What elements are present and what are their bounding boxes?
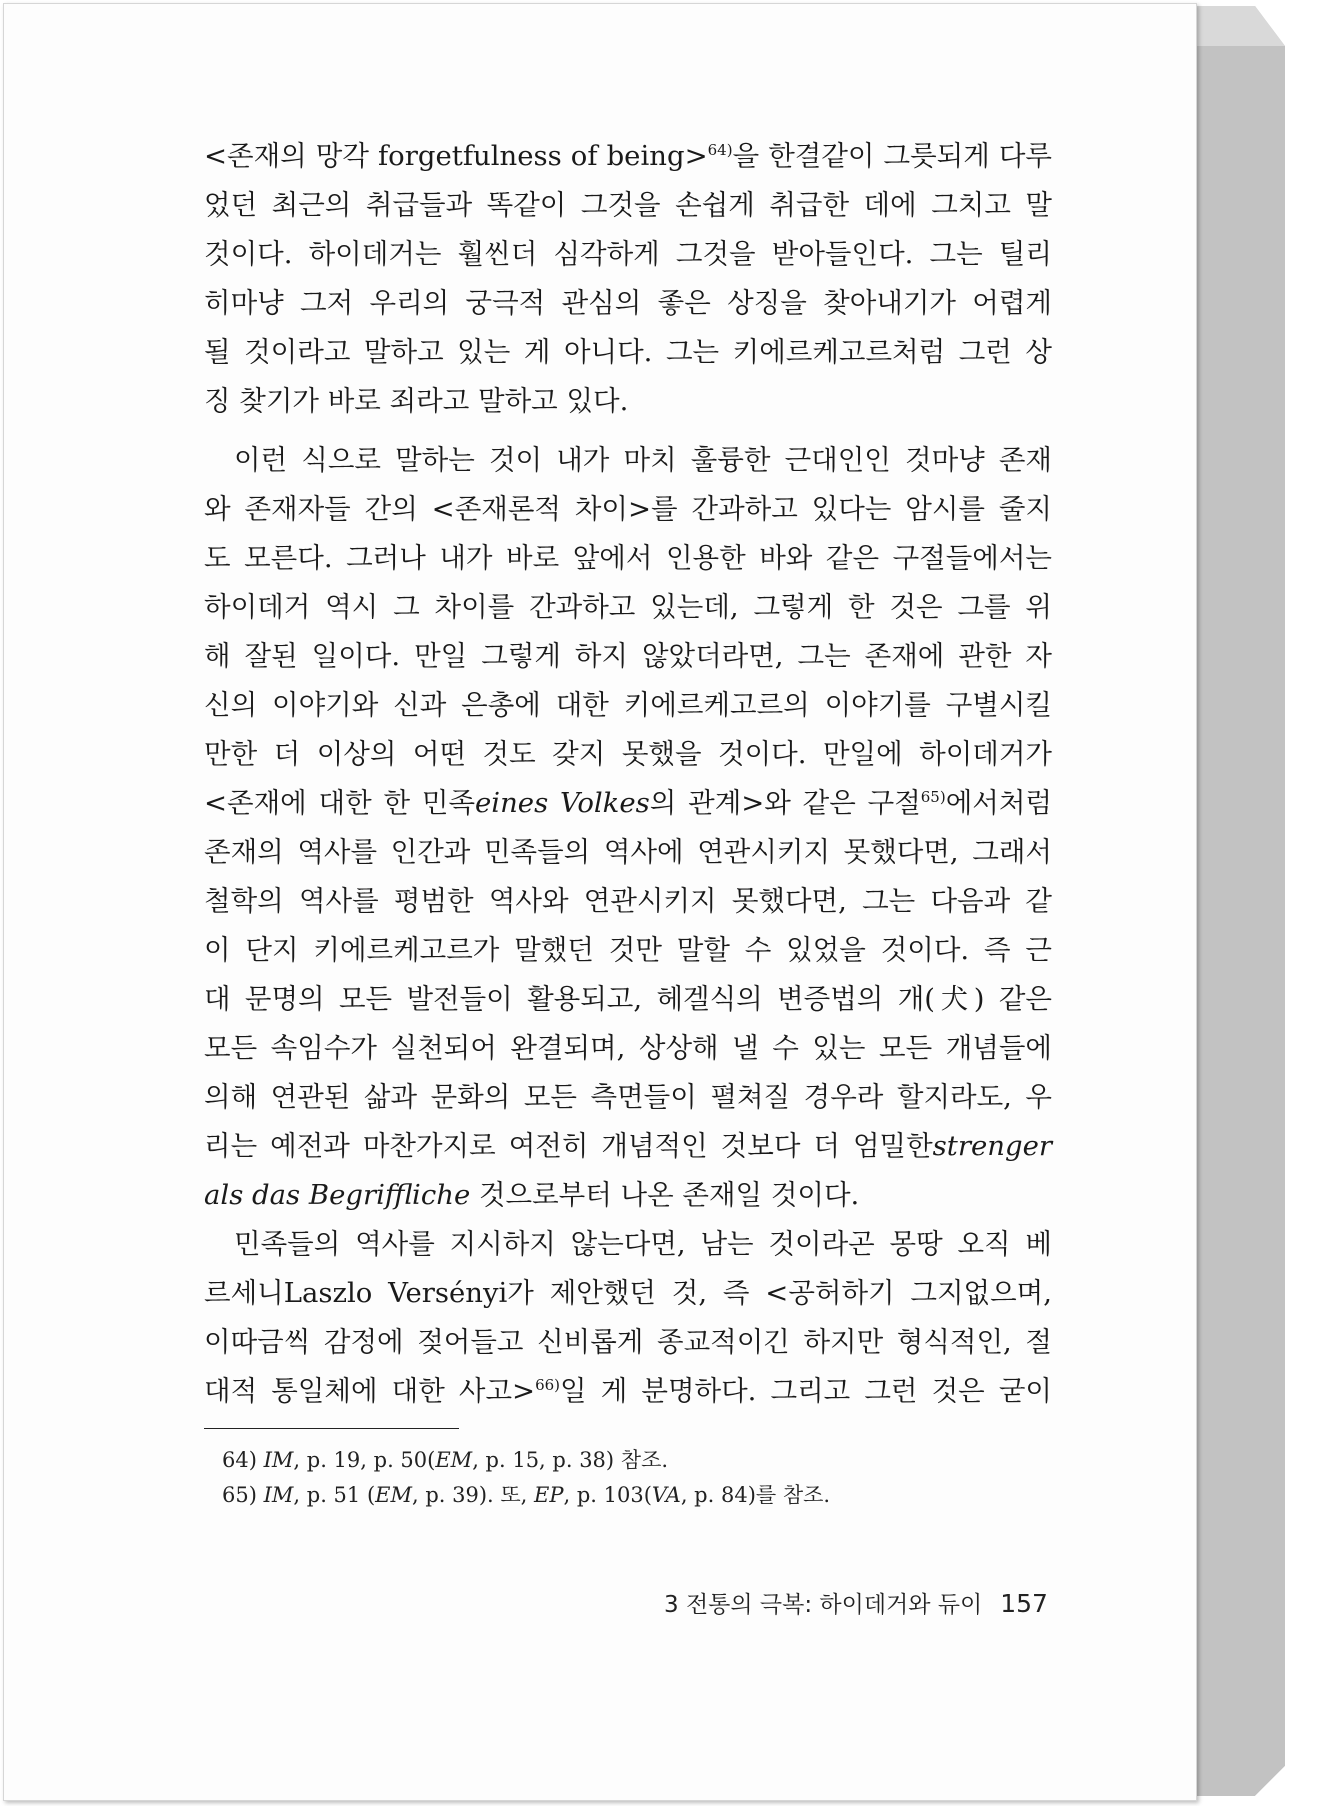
text-line: 징 찾기가 바로 죄라고 말하고 있다. <box>204 385 629 417</box>
text-line: 신의 이야기와 신과 은총에 대한 키에르케고르의 이야기를 구별시킬 <box>204 689 1052 721</box>
text-segment: 일 게 분명하다. 그리고 그런 것은 굳이 <box>560 1375 1052 1407</box>
text-segment: forgetfulness of being> <box>368 140 708 172</box>
text-line <box>204 132 1052 181</box>
footnote-ref: 64) <box>707 140 733 159</box>
text-line <box>204 1171 1052 1220</box>
text-line: 모든 속임수가 실천되어 완결되며, 상상해 낼 수 있는 모든 개념들에 <box>204 1032 1052 1064</box>
italic-term: als das Begriffliche <box>204 1179 471 1211</box>
text-line: 와 존재자들 간의 <존재론적 차이>를 간과하고 있다는 암시를 줄지 <box>204 493 1052 525</box>
text-segment: <존재의 망각 <box>204 140 369 172</box>
text-line: 민족들의 역사를 지시하지 않는다면, 남는 것이라곤 몽땅 오직 베 <box>234 1228 1052 1260</box>
italic-term: strenger <box>932 1130 1052 1162</box>
running-head: 3 전통의 극복: 하이데거와 듀이 <box>664 1592 983 1618</box>
paragraph-1 <box>204 132 1052 426</box>
paragraph-2 <box>204 436 1052 1220</box>
text-segment: 것으로부터 나온 존재일 것이다. <box>470 1179 860 1211</box>
text-line <box>204 1367 1052 1416</box>
footnote-65: 65) IM, p. 51 (EM, p. 39). 또, EP, p. 103(VA, p. 84)를 참조. <box>222 1483 831 1507</box>
text-segment: 의 관계>와 같은 구절 <box>649 787 921 819</box>
page-number: 157 <box>1000 1589 1048 1618</box>
page-footer <box>664 1586 1048 1619</box>
text-line: 될 것이라고 말하고 있는 게 아니다. 그는 키에르케고르처럼 그런 상 <box>204 336 1052 368</box>
text-line: 하이데거 역시 그 차이를 간과하고 있는데, 그렇게 한 것은 그를 위 <box>204 591 1052 623</box>
text-line <box>204 1122 1052 1171</box>
text-line: 이따금씩 감정에 젖어들고 신비롭게 종교적이긴 하지만 형식적인, 절 <box>204 1326 1052 1358</box>
text-segment: 대적 통일체에 대한 사고> <box>204 1375 536 1407</box>
footnote-ref: 66) <box>535 1375 561 1394</box>
text-line <box>204 779 1052 828</box>
text-line: 만한 더 이상의 어떤 것도 갖지 못했을 것이다. 만일에 하이데거가 <box>204 738 1052 770</box>
text-segment: 리는 예전과 마찬가지로 여전히 개념적인 것보다 더 엄밀한 <box>204 1130 933 1162</box>
book-side-edge <box>1195 6 1285 1796</box>
text-segment: 을 한결같이 그릇되게 다루 <box>732 140 1052 172</box>
text-line: 이 단지 키에르케고르가 말했던 것만 말할 수 있었을 것이다. 즉 근 <box>204 934 1052 966</box>
footnote-ref: 65) <box>920 787 946 806</box>
text-line: 르세니Laszlo Versényi가 제안했던 것, 즉 <공허하기 그지없으며, <box>204 1277 1052 1309</box>
text-line: 의해 연관된 삶과 문화의 모든 측면들이 펼쳐질 경우라 할지라도, 우 <box>204 1081 1052 1113</box>
text-segment: 에서처럼 <box>945 787 1052 819</box>
footnote-64: 64) IM, p. 19, p. 50(EM, p. 15, p. 38) 참조. <box>222 1448 669 1472</box>
text-line: 대 문명의 모든 발전들이 활용되고, 헤겔식의 변증법의 개(犬) 같은 <box>204 983 1052 1015</box>
text-segment: <존재에 대한 한 민족 <box>204 787 476 819</box>
text-line: 해 잘된 일이다. 만일 그렇게 하지 않았더라면, 그는 존재에 관한 자 <box>204 640 1052 672</box>
text-line: 히마냥 그저 우리의 궁극적 관심의 좋은 상징을 찾아내기가 어렵게 <box>204 287 1052 319</box>
text-line: 었던 최근의 취급들과 똑같이 그것을 손쉽게 취급한 데에 그치고 말 <box>204 189 1052 221</box>
text-line: 도 모른다. 그러나 내가 바로 앞에서 인용한 바와 같은 구절들에서는 <box>204 542 1052 574</box>
italic-term: eines Volkes <box>475 787 650 819</box>
text-line: 이런 식으로 말하는 것이 내가 마치 훌륭한 근대인인 것마냥 존재 <box>234 444 1052 476</box>
text-line: 것이다. 하이데거는 훨씬더 심각하게 그것을 받아들인다. 그는 틸리 <box>204 238 1052 270</box>
book-page <box>3 3 1197 1801</box>
text-line: 존재의 역사를 인간과 민족들의 역사에 연관시키지 못했다면, 그래서 <box>204 836 1052 868</box>
paragraph-3 <box>204 1220 1052 1416</box>
text-line: 철학의 역사를 평범한 역사와 연관시키지 못했다면, 그는 다음과 같 <box>204 885 1052 917</box>
footnote-divider <box>204 1428 459 1429</box>
